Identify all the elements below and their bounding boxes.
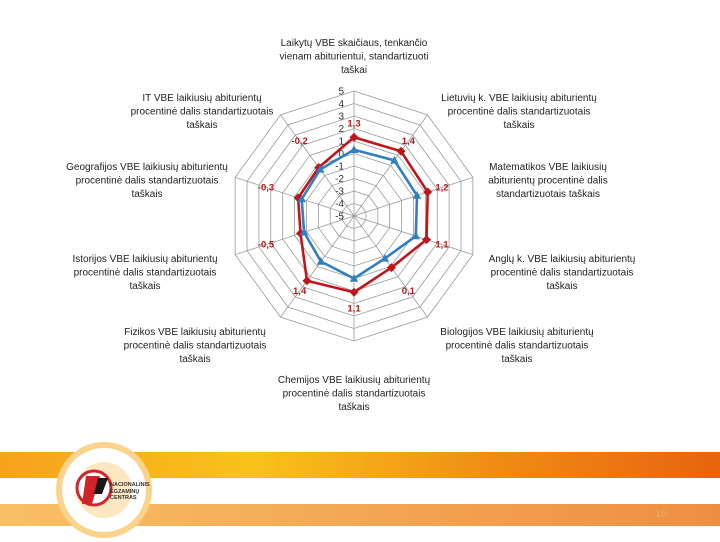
tick-label: 5 <box>338 86 344 98</box>
axis-label: IT VBE laikiusių abiturientų procentinė dalis standartizuotais taškais <box>130 93 274 131</box>
tick-label: -1 <box>335 161 344 173</box>
logo-text-line: NACIONALINIS <box>110 482 150 488</box>
page-number: 16 <box>655 508 668 520</box>
grid-spoke <box>281 216 354 317</box>
data-label: 1,3 <box>347 118 361 130</box>
data-label: -0,5 <box>257 239 275 251</box>
logo-text-line: EGZAMINŲ <box>110 488 140 495</box>
data-label: -0,3 <box>257 182 275 194</box>
tick-label: -5 <box>335 211 344 223</box>
axis-label: Geografijos VBE laikiusių abiturientų procentinė dalis standartizuotais taškais <box>66 162 228 200</box>
axis-label: Istorijos VBE laikiusių abiturientų procentinė dalis standartizuotais taškais <box>72 254 218 292</box>
series-line <box>298 137 428 292</box>
axis-label: Chemijos VBE laikiusių abiturientų procentinė dalis standartizuotais taškais <box>277 375 431 413</box>
tick-label: 2 <box>338 124 344 135</box>
data-point <box>302 276 311 285</box>
data-label: 0,1 <box>401 285 415 297</box>
data-label: 1,4 <box>293 285 307 297</box>
tick-label: 3 <box>338 111 344 123</box>
tick-label: -3 <box>335 186 344 198</box>
data-label: 1,2 <box>435 182 449 194</box>
logo-text <box>110 482 150 502</box>
axis-label: Anglų k. VBE laikiusių abiturientų procentinė dalis standartizuotais taškais <box>488 254 636 292</box>
axis-label: Lietuvių k. VBE laikiusių abiturientų procentinė dalis standartizuotais taškais <box>441 93 597 131</box>
tick-label: -4 <box>335 199 344 210</box>
data-point <box>350 145 358 153</box>
logo-text-line: CENTRAS <box>110 495 137 501</box>
axis-label: Biologijos VBE laikiusių abiturientų procentinė dalis standartizuotais taškais <box>440 327 594 365</box>
data-label: -0,2 <box>291 136 308 148</box>
axis-label: Matematikos VBE laikiusių abiturientų procentinė dalis standartizuotais taškais <box>488 162 608 200</box>
data-label: 1,1 <box>435 239 449 251</box>
tick-label: 4 <box>338 99 344 110</box>
tick-label: 1 <box>338 136 344 148</box>
axis-label: Fizikos VBE laikiusių abiturientų procentinė dalis standartizuotais taškais <box>123 327 267 365</box>
data-label: 1,4 <box>401 136 415 148</box>
axis-label: Laikytų VBE skaičiaus, tenkančio vienam abiturientui, standartizuoti taškai <box>279 38 429 76</box>
tick-label: 0 <box>338 149 344 160</box>
tick-label: -2 <box>335 174 344 185</box>
data-label: 1,1 <box>347 303 361 315</box>
